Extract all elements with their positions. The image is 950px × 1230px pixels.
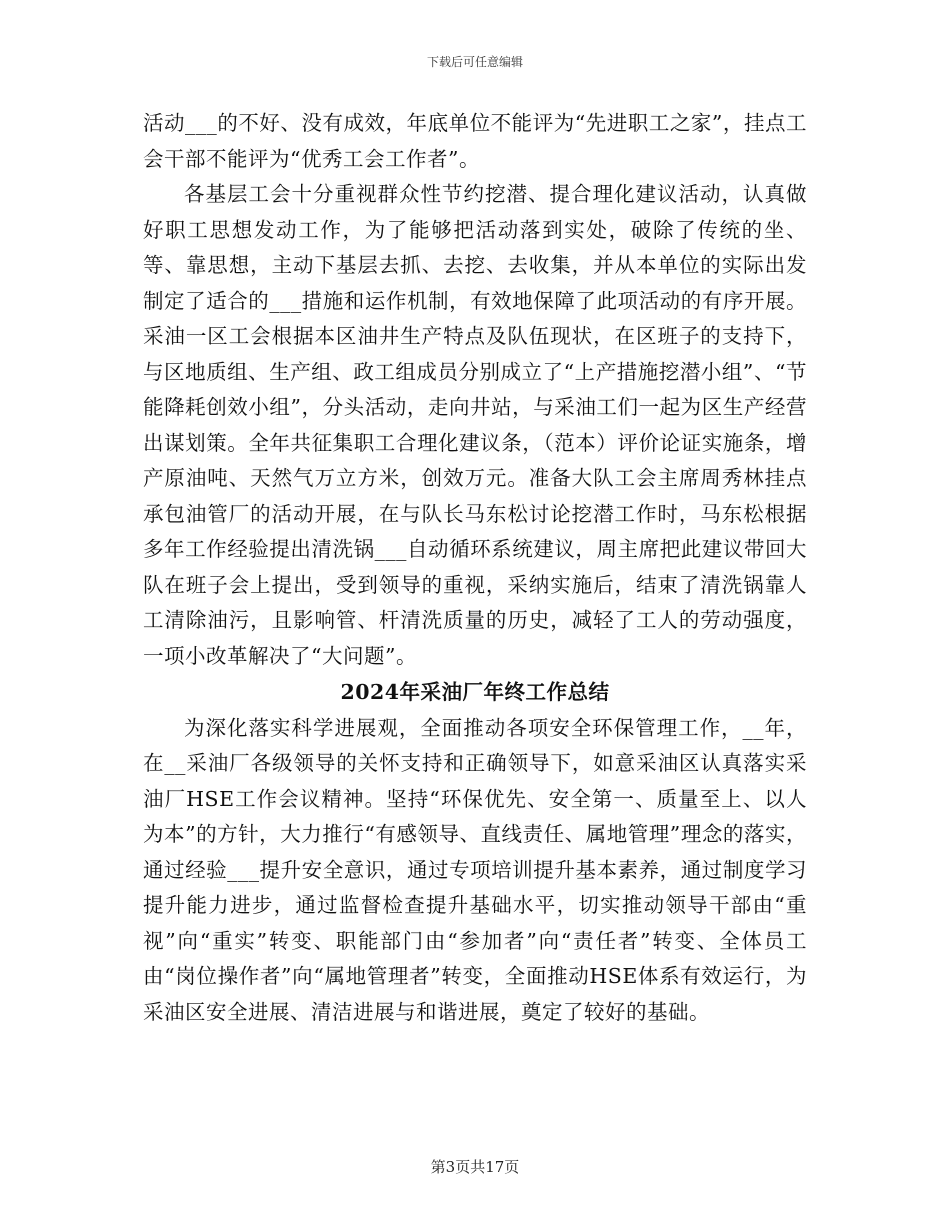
section-title: 2024年采油厂年终工作总结 — [340, 680, 610, 704]
paragraph-union-activities: 各基层工会十分重视群众性节约挖潜、提合理化建议活动，认真做好职工思想发动工作，为了能够把活动落到实处，破除了传统的坐、等、靠思想，主动下基层去抓、去挖、去收集，并从本单位的实际出发制定了适合的___措施和运作机制，有效地保障了此项活动的有序开展。采油一区工会根据本区油井生产特点及队伍现状，在区班子的支持下，与区地质组、生产组、政工组成员分别成立了“上产措施挖潜小组”、“节能降耗创效小组”，分头活动，走向井站，与采油工们一起为区生产经营出谋划策。全年共征集职工合理化建议条，（范本）评价论证实施条，增产原油吨、天然气万立方米，创效万元。准备大队工会主席周秀林挂点承包油管厂的活动开展，在与队长马东松讨论挖潜工作时，马东松根据多年工作经验提出清洗锅___自动循环系统建议，周主席把此建议带回大队在班子会上提出，受到领导的重视，采纳实施后，结束了清洗锅靠人工清除油污，且影响管、杆清洗质量的历史，减轻了工人的劳动强度，一项小改革解决了“大问题”。 — [143, 182, 807, 668]
page-number: 第3页共17页 — [430, 1158, 520, 1176]
page-header-note: 下载后可任意编辑 — [426, 55, 523, 69]
paragraph-continuation: 活动___的不好、没有成效，年底单位不能评为“先进职工之家”，挂点工会干部不能评为“优秀工会工作者”。 — [143, 111, 807, 171]
paragraph-hse-summary: 为深化落实科学进展观，全面推动各项安全环保管理工作，__年，在__采油厂各级领导的关怀支持和正确领导下，如意采油区认真落实采油厂HSE工作会议精神。坚持“环保优先、安全第一、质量至上、以人为本”的方针，大力推行“有感领导、直线责任、属地管理”理念的落实，通过经验___提升安全意识，通过专项培训提升基本素养，通过制度学习提升能力进步，通过监督检查提升基础水平，切实推动领导干部由“重视”向“重实”转变、职能部门由“参加者”向“责任者”转变、全体员工由“岗位操作者”向“属地管理者”转变，全面推动HSE体系有效运行，为采油区安全进展、清洁进展与和谐进展，奠定了较好的基础。 — [143, 715, 807, 1024]
document-body — [143, 106, 807, 1030]
